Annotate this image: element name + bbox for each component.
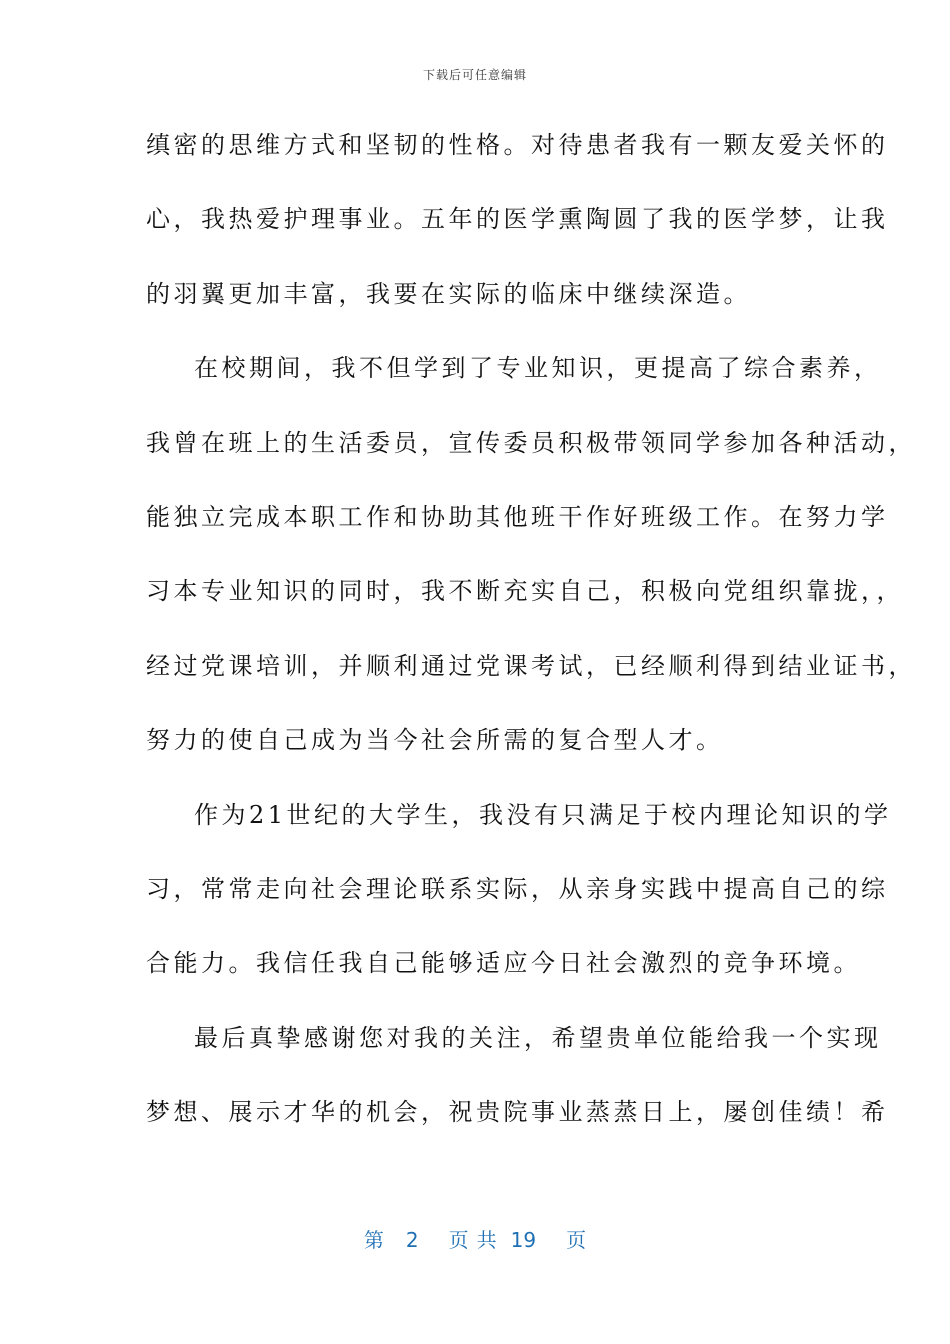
footer-label-gong: 共: [476, 1228, 497, 1252]
text-line: 心，我热爱护理事业。五年的医学熏陶圆了我的医学梦，让我: [146, 205, 889, 234]
text-line: 合能力。我信任我自己能够适应今日社会激烈的竞争环境。: [146, 949, 861, 978]
footer-page-number: 2: [405, 1228, 419, 1252]
footer-total-pages: 19: [510, 1228, 537, 1252]
header-note: 下载后可任意编辑: [422, 68, 527, 82]
footer-label-di: 第: [363, 1228, 384, 1252]
text-line: 经过党课培训，并顺利通过党课考试，已经顺利得到结业证书，: [146, 651, 916, 680]
text-line: 习本专业知识的同时，我不断充实自己，积极向党组织靠拢，，: [146, 577, 904, 606]
document-body: [146, 118, 916, 1159]
text-line: 努力的使自己成为当今社会所需的复合型人才。: [146, 726, 724, 755]
footer-label-ye: 页: [448, 1228, 469, 1252]
text-line: 能独立完成本职工作和协助其他班干作好班级工作。在努力学: [146, 502, 889, 531]
footer-label-ye2: 页: [566, 1228, 587, 1252]
text-line: 我曾在班上的生活委员，宣传委员积极带领同学参加各种活动，: [146, 428, 916, 457]
paragraph-first-line: 在校期间，我不但学到了专业知识，更提高了综合素养，: [194, 354, 882, 383]
text-line: 习，常常走向社会理论联系实际，从亲身实践中提高自己的综: [146, 874, 889, 903]
paragraph-first-line: 最后真挚感谢您对我的关注，希望贵单位能给我一个实现: [194, 1023, 882, 1052]
paragraph-first-line: 作为21世纪的大学生，我没有只满足于校内理论知识的学: [194, 800, 892, 829]
text-line: 缜密的思维方式和坚韧的性格。对待患者我有一颗友爱关怀的: [146, 131, 889, 159]
page-footer: [0, 1224, 950, 1253]
text-line: 梦想、展示才华的机会，祝贵院事业蒸蒸日上，屡创佳绩！希: [146, 1098, 889, 1127]
text-line: 的羽翼更加丰富，我要在实际的临床中继续深造。: [146, 279, 751, 308]
